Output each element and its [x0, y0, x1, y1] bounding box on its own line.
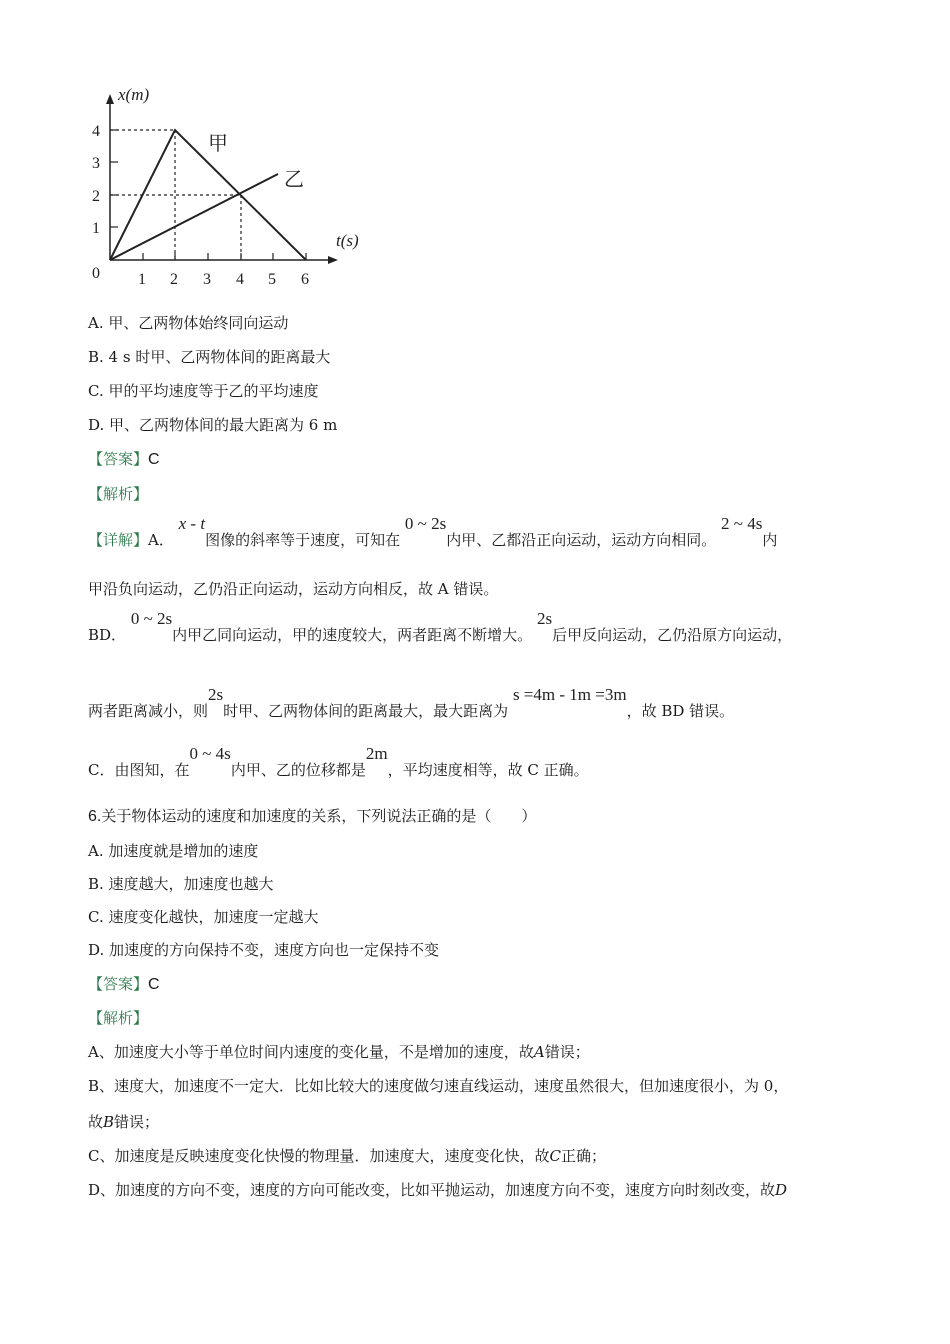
explain-text: A、加速度大小等于单位时间内速度的变化量，不是增加的速度，故: [88, 1043, 534, 1061]
x-tick-label: 5: [268, 271, 276, 288]
q5-detail-a-line2: 甲沿负向运动，乙仍沿正向运动，运动方向相反，故 A 错误。: [88, 580, 499, 598]
detail-bd-text: 时甲、乙两物体间的距离最大，最大距离为: [223, 702, 509, 720]
answer-tag: 【答案】: [88, 450, 149, 468]
yi-line: [110, 174, 278, 260]
formula-0-2s: 0 ~ 2s: [130, 609, 173, 628]
q6-explain-c: [88, 1146, 606, 1166]
explain-text: 错误；: [114, 1113, 160, 1131]
q5-detail-bd-line2: [88, 685, 735, 721]
q5-option-b: B. 4 s 时甲、乙两物体间的距离最大: [88, 348, 331, 366]
q5-detail-bd: [88, 609, 793, 645]
explain-text: 错误；: [544, 1043, 590, 1061]
detail-c-text: 内甲、乙的位移都是: [230, 761, 366, 779]
x-tick-label: 3: [203, 271, 211, 288]
explain-text: D、加速度的方向不变，速度的方向可能改变，比如平抛运动，加速度方向不变，速度方向时刻改变，故: [88, 1181, 776, 1199]
q6-explain-a: [88, 1042, 590, 1062]
answer-tag: 【答案】: [88, 975, 149, 993]
q6-analysis-tag: [88, 1008, 148, 1028]
q6-option-b: B. 速度越大，加速度也越大: [88, 875, 274, 893]
y-tick-label: 2: [92, 188, 100, 205]
answer-value: C: [148, 451, 160, 468]
q6-explain-d: [88, 1180, 787, 1200]
formula-2m: 2m: [365, 744, 388, 763]
detail-bd-text: 内甲乙同向运动，甲的速度较大，两者距离不断增大。: [172, 626, 533, 644]
detail-c-text: C．由图知，在: [88, 761, 190, 779]
xt-graph: [82, 80, 382, 290]
jia-label: 甲: [208, 131, 228, 155]
formula-0-4s: 0 ~ 4s: [189, 744, 231, 763]
explain-text: 正确；: [560, 1147, 606, 1165]
explain-var: C: [549, 1147, 561, 1165]
q6-explain-b-line2: [88, 1112, 159, 1132]
detail-bd-text: ，故 BD 错误。: [626, 702, 735, 720]
formula-s-equals: s =4m - 1m =3m: [512, 685, 627, 704]
q5-option-a: A. 甲、乙两物体始终同向运动: [88, 314, 289, 332]
q6-option-d: D. 加速度的方向保持不变，速度方向也一定保持不变: [88, 941, 440, 959]
explain-var: D: [775, 1181, 788, 1199]
q5-analysis-tag: [88, 484, 148, 504]
analysis-tag: 【解析】: [88, 485, 149, 503]
origin-label: 0: [92, 265, 100, 282]
explain-var: A: [533, 1043, 545, 1061]
q6-explain-b: B、速度大，加速度不一定大．比如比较大的速度做匀速直线运动，速度虽然很大，但加速度很小，为 0，: [88, 1077, 789, 1095]
formula-2s: 2s: [208, 685, 224, 704]
formula-xt: x - t: [178, 514, 206, 533]
q5-option-d: D. 甲、乙两物体间的最大距离为 6 m: [88, 416, 338, 434]
y-tick-label: 4: [92, 123, 100, 140]
detail-a-text: 图像的斜率等于速度，可知在: [205, 531, 401, 549]
detail-bd-prefix: BD．: [88, 626, 127, 644]
q6-answer: [88, 974, 160, 995]
explain-text: 故: [88, 1113, 104, 1131]
detail-a-text: 内甲、乙都沿正向运动，运动方向相同。: [446, 531, 717, 549]
x-tick-label: 1: [138, 271, 146, 288]
q6-stem: [88, 806, 536, 827]
detail-a-prefix: A．: [148, 531, 174, 549]
q6-option-a: A. 加速度就是增加的速度: [88, 842, 259, 860]
answer-value: C: [148, 976, 160, 993]
formula-0-2s: 0 ~ 2s: [404, 514, 447, 533]
formula-2-4s: 2 ~ 4s: [721, 514, 763, 533]
x-axis-arrow: [328, 256, 338, 264]
y-tick-label: 1: [92, 220, 100, 237]
y-axis-arrow: [106, 94, 114, 104]
q5-detail-c: [88, 744, 589, 780]
q5-answer: [88, 449, 160, 470]
q6-option-c: C. 速度变化越快，加速度一定越大: [88, 908, 319, 926]
y-axis-label: x(m): [118, 85, 150, 104]
x-tick-label: 6: [301, 271, 309, 288]
question-stem: 关于物体运动的速度和加速度的关系，下列说法正确的是（ ）: [101, 807, 537, 825]
explain-text: C、加速度是反映速度变化快慢的物理量．加速度大，速度变化快，故: [88, 1147, 550, 1165]
yi-label: 乙: [284, 167, 304, 191]
q5-option-c: C. 甲的平均速度等于乙的平均速度: [88, 382, 319, 400]
x-tick-label: 4: [236, 271, 244, 288]
analysis-tag: 【解析】: [88, 1009, 149, 1027]
formula-2s: 2s: [536, 609, 553, 628]
detail-a-text: 内: [762, 531, 778, 549]
q5-detail-a: [88, 514, 778, 550]
detail-bd-text: 两者距离减小，则: [88, 702, 209, 720]
detail-tag: 【详解】: [88, 531, 149, 549]
question-number: 6.: [88, 808, 102, 825]
detail-bd-text: 后甲反向运动，乙仍沿原方向运动，: [552, 626, 793, 644]
explain-var: B: [103, 1113, 115, 1131]
detail-c-text: ，平均速度相等，故 C 正确。: [387, 761, 589, 779]
x-axis-label: t(s): [336, 231, 359, 250]
x-tick-label: 2: [170, 271, 178, 288]
y-tick-label: 3: [92, 155, 100, 172]
